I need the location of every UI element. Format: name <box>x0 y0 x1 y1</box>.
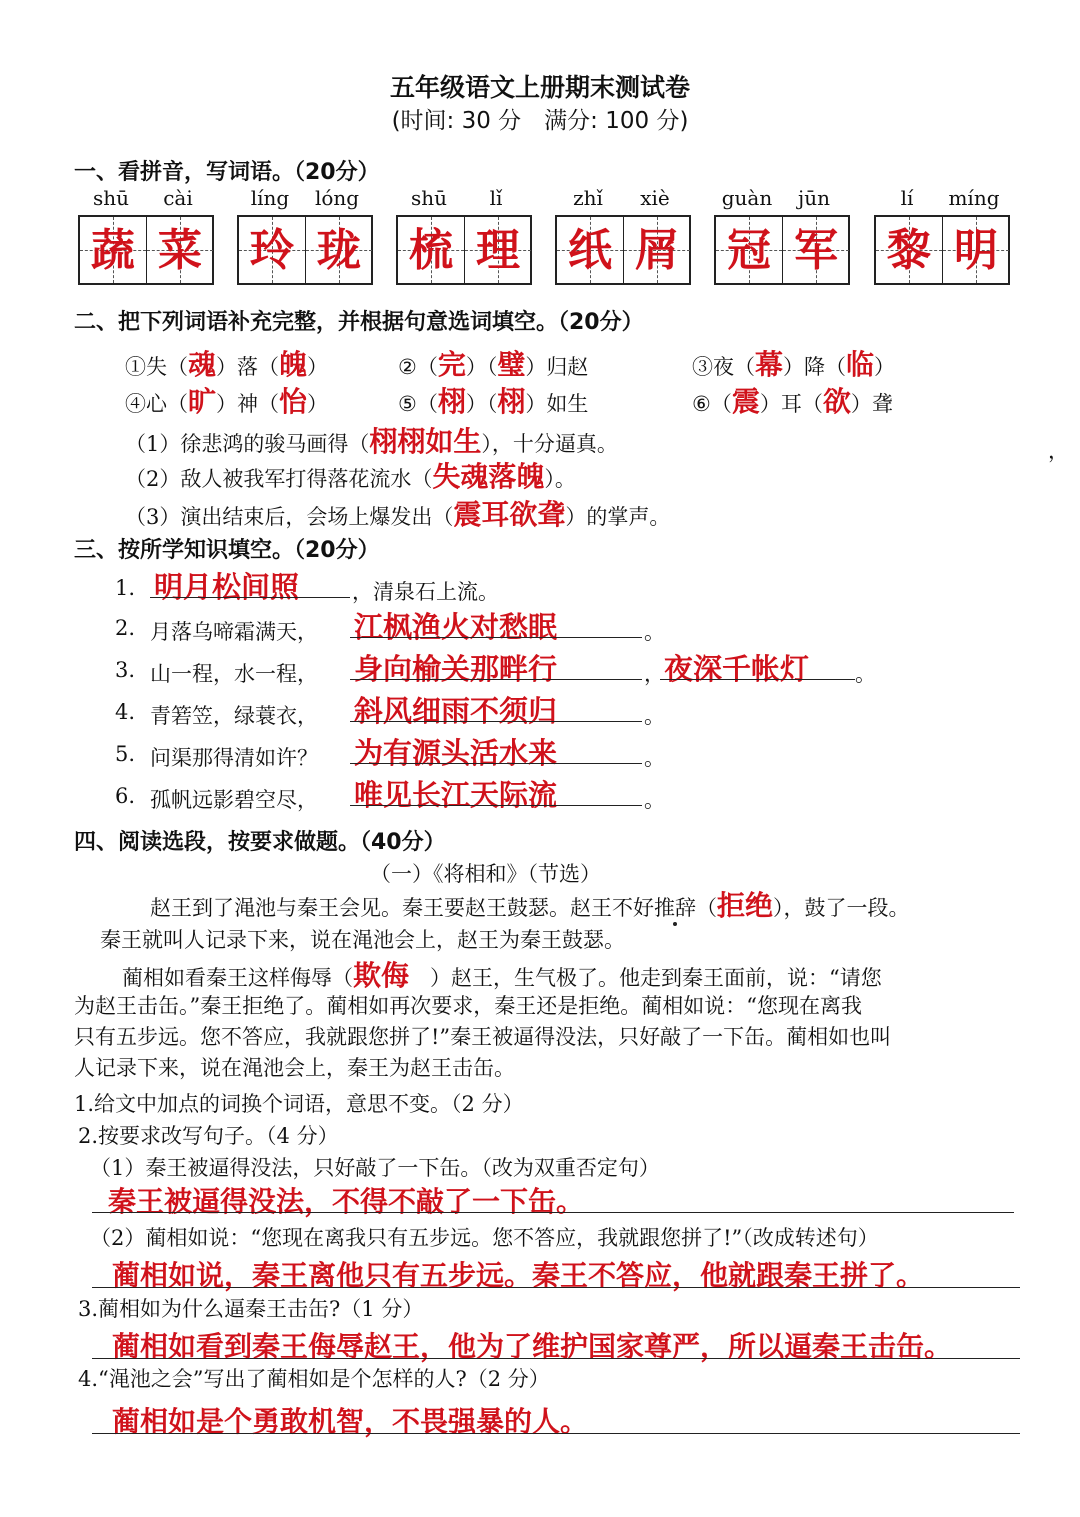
passage-line: 为赵王击缶。”秦王拒绝了。蔺相如再次要求，秦王还是拒绝。蔺相如说：“您现在离我 <box>74 994 862 1018</box>
pinyin-label: jūn <box>798 186 830 210</box>
pinyin-label: guàn <box>721 186 773 210</box>
fill-text: ）。 <box>544 467 576 491</box>
idiom-text: ） <box>874 355 896 379</box>
tian-grid-cell <box>306 217 372 283</box>
fill-text: （1）徐悲鸿的骏马画得（ <box>125 432 370 456</box>
answer-char: 明 <box>954 225 998 276</box>
answer-char: 冠 <box>727 225 771 276</box>
writing-box <box>714 215 850 285</box>
question-2-1: （1）秦王被逼得没法，只好敲了一下缶。（改为双重否定句） <box>90 1156 660 1180</box>
pinyin-label: lí <box>900 186 914 210</box>
idiom-text: ）归赵 <box>525 355 589 379</box>
writing-box <box>78 215 214 285</box>
idiom-item <box>398 343 588 383</box>
pinyin-label: lǐ <box>489 186 503 210</box>
answer-line <box>350 637 642 638</box>
answer-line <box>660 679 855 680</box>
section3-heading: 三、按所学知识填空。（20分） <box>74 538 380 563</box>
dotted-word: 推辞 <box>654 896 696 920</box>
idiom-text: ）（ <box>465 392 498 416</box>
idiom-answer: 临 <box>846 348 875 381</box>
section2-heading: 二、把下列词语补充完整，并根据句意选词填空。（20分） <box>74 310 644 335</box>
p1-text-a: 赵王到了渑池与秦王会见。秦王要赵王鼓瑟。赵王不好 <box>150 896 654 920</box>
tian-grid-cell <box>80 217 147 283</box>
idiom-item <box>398 380 588 420</box>
passage-line: 秦王就叫人记录下来，说在渑池会上，赵王为秦王鼓瑟。 <box>100 928 625 952</box>
item-number: 4. <box>115 700 136 724</box>
poem-text: 问渠那得清如许？ <box>150 746 318 770</box>
idiom-answer: 栩 <box>437 385 466 418</box>
answer-char: 黎 <box>887 225 931 276</box>
item-number: 5. <box>115 742 136 766</box>
pinyin-label: lóng <box>314 186 360 210</box>
poem-text: 。 <box>644 788 665 812</box>
idiom-text: ②（ <box>398 355 438 379</box>
idiom-text: ）（ <box>465 355 498 379</box>
item-number: 3. <box>115 658 136 682</box>
idiom-item <box>125 380 328 420</box>
idiom-answer: 怡 <box>279 385 308 418</box>
answer-char: 屑 <box>635 225 679 276</box>
poem-text: 月落乌啼霜满天， <box>150 620 318 644</box>
item-number: 6. <box>115 784 136 808</box>
idiom-item <box>125 343 328 383</box>
pinyin-label: xiè <box>640 186 670 210</box>
fill-text: （2）敌人被我军打得落花流水（ <box>125 467 433 491</box>
idiom-text: ）降（ <box>783 355 847 379</box>
idiom-answer: 璧 <box>497 348 526 381</box>
answer-2-1: 秦王被逼得没法，不得不敲了一下缶。 <box>108 1185 585 1218</box>
poem-answer: 明月松间照 <box>154 570 300 604</box>
question-3: 3.蔺相如为什么逼秦王击缶?（1 分） <box>78 1297 424 1321</box>
answer-line <box>92 1212 1014 1213</box>
poem-answer: 身向榆关那畔行 <box>354 652 558 686</box>
answer-char: 蔬 <box>91 225 135 276</box>
answer-char: 珑 <box>317 225 361 276</box>
fill-sentence <box>125 420 618 460</box>
fill-answer: 栩栩如生 <box>369 425 482 458</box>
p2-text-a: 蔺相如看秦王这样侮辱（ <box>122 966 353 990</box>
tian-grid-cell <box>465 217 531 283</box>
question-4: 4.“渑池之会”写出了蔺相如是个怎样的人?（2 分） <box>78 1367 550 1391</box>
page-subtitle: (时间: 30 分 满分: 100 分) <box>391 108 689 134</box>
passage-line: 只有五步远。您不答应，我就跟您拼了!”秦王被逼得没法，只好敲了一下缶。蔺相如也叫 <box>74 1025 892 1049</box>
idiom-answer: 旷 <box>188 385 217 418</box>
tian-grid-cell <box>783 217 849 283</box>
answer-line <box>350 763 642 764</box>
answer-line <box>150 597 350 598</box>
idiom-answer: 魄 <box>279 348 308 381</box>
idiom-text: ⑤（ <box>398 392 438 416</box>
idiom-answer: 完 <box>437 348 466 381</box>
answer-line <box>92 1287 1020 1288</box>
p1-text-b: ，鼓了一段。 <box>783 896 910 920</box>
answer-char: 理 <box>476 225 520 276</box>
poem-text: 山一程，水一程， <box>150 662 318 686</box>
poem-text: 。 <box>644 704 665 728</box>
section4-heading: 四、阅读选段，按要求做题。（40分） <box>74 830 446 855</box>
writing-box <box>874 215 1010 285</box>
p2-text-b: ）赵王，生气极了。他走到秦王面前，说：“请您 <box>430 966 882 990</box>
tian-grid-cell <box>557 217 624 283</box>
p2-answer: 欺侮 <box>353 959 410 992</box>
tian-grid-cell <box>239 217 306 283</box>
poem-text: 。 <box>644 746 665 770</box>
idiom-text: ）神（ <box>216 392 280 416</box>
answer-char: 军 <box>794 225 838 276</box>
item-number: 1. <box>115 576 136 600</box>
fill-text: ），十分逼真。 <box>481 432 618 456</box>
p1-answer: 拒绝 <box>717 889 774 922</box>
passage-paragraph-2 <box>122 960 882 994</box>
pinyin-label: shū <box>92 186 130 210</box>
pinyin-label: líng <box>250 186 290 210</box>
question-1: 1.给文中加点的词换个词语，意思不变。（2 分） <box>74 1092 524 1116</box>
fill-text: （3）演出结束后，会场上爆发出（ <box>125 505 454 529</box>
writing-box <box>237 215 373 285</box>
poem-text: 。 <box>855 662 876 686</box>
poem-answer: 斜风细雨不须归 <box>354 694 558 728</box>
question-2: 2.按要求改写句子。（4 分） <box>78 1124 339 1148</box>
answer-3: 蔺相如看到秦王侮辱赵王，他为了维护国家尊严，所以逼秦王击缶。 <box>112 1330 953 1363</box>
idiom-item <box>692 380 893 420</box>
tian-grid-cell <box>943 217 1009 283</box>
idiom-text: ）如生 <box>525 392 589 416</box>
passage-line: 人记录下来，说在渑池会上，秦王为赵王击缶。 <box>74 1056 515 1080</box>
poem-text: 孤帆远影碧空尽， <box>150 788 318 812</box>
answer-4: 蔺相如是个勇敢机智，不畏强暴的人。 <box>112 1405 589 1438</box>
idiom-text: ⑥（ <box>692 392 732 416</box>
pinyin-label: shū <box>410 186 448 210</box>
fill-answer: 震耳欲聋 <box>453 498 566 531</box>
idiom-answer: 震 <box>731 385 760 418</box>
section1-heading: 一、看拼音，写词语。（20分） <box>74 160 380 185</box>
writing-box <box>555 215 691 285</box>
passage-subheading: （一）《将相和》（节选） <box>370 862 601 886</box>
poem-text: 。 <box>644 620 665 644</box>
pinyin-label: cài <box>163 186 193 210</box>
answer-line <box>92 1358 1020 1359</box>
tian-grid-cell <box>624 217 690 283</box>
answer-line <box>350 679 642 680</box>
tian-grid-cell <box>716 217 783 283</box>
idiom-text: ③夜（ <box>692 355 755 379</box>
idiom-text: ） <box>307 392 329 416</box>
poem-answer: 为有源头活水来 <box>354 736 558 770</box>
answer-char: 菜 <box>158 225 202 276</box>
tian-grid-cell <box>398 217 465 283</box>
page-title: 五年级语文上册期末测试卷 <box>389 73 690 102</box>
fill-answer: 失魂落魄 <box>432 460 545 493</box>
answer-line <box>92 1433 1020 1434</box>
passage-paragraph-1: 赵王到了渑池与秦王会见。秦王要赵王鼓瑟。赵王不好推辞（拒绝），鼓了一段。 <box>150 889 910 922</box>
poem-text: ，清泉石上流。 <box>352 580 499 604</box>
poem-answer: 唯见长江天际流 <box>354 778 558 812</box>
answer-line <box>350 721 642 722</box>
answer-char: 玲 <box>250 225 294 276</box>
pinyin-label: míng <box>948 186 1000 210</box>
question-2-2: （2）蔺相如说：“您现在离我只有五步远。您不答应，我就跟您拼了!”（改成转述句） <box>90 1226 879 1250</box>
idiom-text: ④心（ <box>125 392 188 416</box>
stray-mark: ， <box>1048 439 1069 463</box>
answer-2-2: 蔺相如说，秦王离他只有五步远。秦王不答应，他就跟秦王拼了。 <box>112 1259 925 1292</box>
answer-line <box>350 805 642 806</box>
answer-char: 梳 <box>409 225 453 276</box>
idiom-text: ）聋 <box>850 392 893 416</box>
idiom-answer: 魂 <box>188 348 217 381</box>
poem-answer: 江枫渔火对愁眠 <box>354 610 558 644</box>
fill-sentence <box>125 493 670 533</box>
writing-box <box>396 215 532 285</box>
tian-grid-cell <box>147 217 213 283</box>
idiom-text: ） <box>307 355 329 379</box>
idiom-text: ）耳（ <box>759 392 823 416</box>
tian-grid-cell <box>876 217 943 283</box>
idiom-text: ①失（ <box>125 355 188 379</box>
idiom-answer: 欲 <box>822 385 851 418</box>
pinyin-label: zhǐ <box>573 186 603 210</box>
poem-text: ， <box>644 662 665 686</box>
idiom-answer: 栩 <box>497 385 526 418</box>
poem-answer: 夜深千帐灯 <box>664 652 810 686</box>
item-number: 2. <box>115 616 136 640</box>
idiom-answer: 幕 <box>755 348 784 381</box>
idiom-item <box>692 343 895 383</box>
idiom-text: ）落（ <box>216 355 280 379</box>
fill-text: ）的掌声。 <box>565 505 671 529</box>
answer-char: 纸 <box>568 225 612 276</box>
fill-sentence <box>125 455 576 495</box>
poem-text: 青箬笠，绿蓑衣， <box>150 704 318 728</box>
